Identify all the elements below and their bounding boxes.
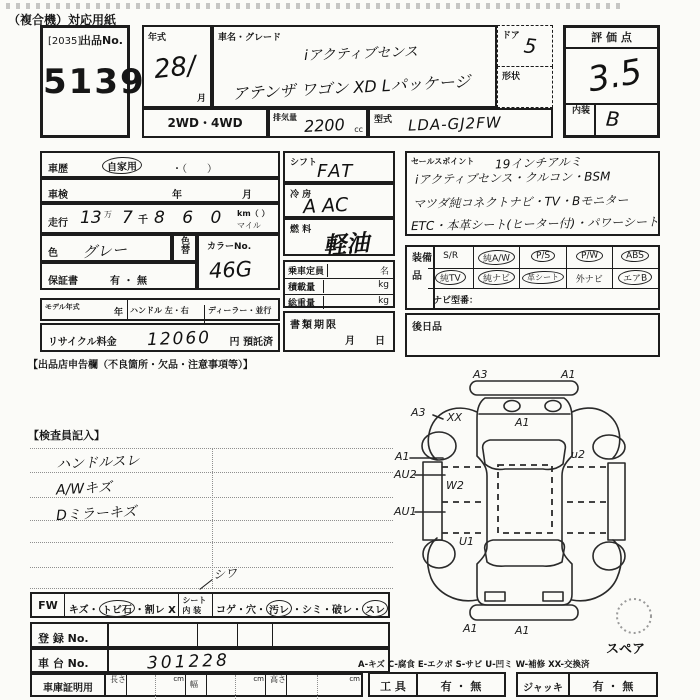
model-year-label: モデル年式: [45, 303, 80, 311]
equip-sr: S/R: [428, 247, 474, 268]
inspector-note-3: Dミラーキズ: [55, 503, 137, 525]
later-items-label: 後日品: [412, 322, 442, 333]
model-code-box: [368, 108, 553, 138]
ac-label: 冷 房: [290, 190, 312, 200]
svg-text:AU2: AU2: [394, 468, 417, 481]
damage-labels: [393, 368, 585, 637]
mileage-man: 13: [80, 208, 102, 228]
door-label: ドア: [502, 31, 520, 41]
fuel-box: [283, 218, 395, 260]
syaken-month: 月: [242, 190, 252, 201]
gross-label: 総重量: [288, 296, 324, 309]
jack-value: 有 ・ 無: [592, 680, 634, 693]
spare-tire-mark: [617, 599, 651, 633]
nav-model-row: ナビ型番：: [433, 296, 479, 306]
docs-label: 書類期限: [290, 320, 338, 331]
displacement-label: 排気量: [273, 113, 297, 122]
garage-width-label: 幅: [186, 675, 207, 695]
svg-text:W2: W2: [446, 479, 464, 492]
jack-box: [516, 672, 658, 697]
history-row: [40, 151, 280, 178]
door-value: 5: [522, 33, 538, 59]
ac-box: [283, 183, 395, 218]
garage-label: 車庫証明用: [32, 675, 106, 695]
shift-box: [283, 151, 395, 183]
model-year-unit: 年: [113, 308, 123, 318]
recycle-label: リサイクル料金: [48, 337, 117, 348]
svg-text:A3: A3: [411, 406, 426, 419]
later-items-box: [405, 313, 660, 357]
mileage-sen-unit: 千: [138, 215, 148, 226]
spare-label: スペア: [606, 642, 646, 657]
warranty-value: 有 ・ 無: [110, 276, 147, 287]
chassis-label: 車 台 No.: [38, 657, 89, 670]
tools-label: 工 具: [370, 674, 418, 695]
tools-box: [368, 672, 506, 697]
equip-ps: P/S: [520, 247, 566, 268]
equip-airbag: エアB: [613, 268, 658, 288]
equipment-side-label: 装備品: [407, 247, 435, 308]
mileage-man-unit: 万: [104, 210, 112, 219]
handle-cell: ハンドル 左・右: [130, 305, 205, 323]
history-suffix: ・（ ）: [172, 164, 217, 175]
exhibit-no-box: [40, 25, 146, 138]
capacity-label: 乗車定員: [288, 264, 328, 277]
gross-unit: kg: [378, 296, 389, 306]
color-no-label: カラーNo.: [207, 242, 252, 252]
mileage-row: [40, 203, 280, 234]
recycle-value: 12060: [146, 327, 212, 351]
svg-text:A1: A1: [515, 416, 530, 429]
year-box: [142, 25, 212, 108]
shift-label: シフト: [290, 158, 318, 168]
mileage-km: km（ ）: [237, 209, 270, 218]
shape-label: 形状: [502, 72, 521, 82]
inspector-note-1: ハンドルスレ: [55, 452, 141, 474]
mileage-mile: マイル: [237, 221, 261, 230]
ac-value: A AC: [302, 193, 349, 219]
score-header: 評 価 点: [566, 28, 657, 49]
equip-abs: ABS: [613, 247, 658, 268]
garage-row: [30, 673, 363, 697]
tools-value: 有 ・ 無: [440, 680, 482, 693]
exhibit-label: 出品No.: [80, 34, 123, 47]
cut-text-strip: [6, 3, 626, 9]
seat-interior-label: シート 内 装: [179, 594, 213, 616]
registration-row: [30, 622, 390, 648]
inspector-note-2: A/Wキズ: [55, 479, 113, 499]
interior-row: [566, 103, 657, 135]
fuel-value: 軽油: [322, 230, 371, 260]
fw-label: FW: [32, 594, 65, 616]
garage-width-cells: cm: [207, 675, 266, 695]
door-box: [497, 25, 553, 67]
fw-items: キズ・ トビ石 ・割レ X: [65, 594, 180, 616]
mileage-digits: 8 6 0: [154, 208, 228, 228]
interior-label: 内装: [566, 105, 596, 135]
svg-text:u2: u2: [571, 448, 585, 461]
damage-legend: A-キズ C-腐食 E-エクボ S-サビ U-凹ミ W-補修 XX-交換済: [358, 660, 590, 670]
svg-text:A3: A3: [473, 368, 488, 381]
garage-height-label: 高さ: [266, 675, 287, 695]
displacement-box: [268, 108, 368, 138]
year-value: 28/: [152, 50, 198, 86]
recycle-row: [40, 323, 280, 352]
score-box: [563, 25, 660, 138]
paper-note: （複合機）対応用紙: [8, 13, 117, 27]
color-label: 色: [48, 248, 58, 259]
interior-value: B: [605, 106, 621, 132]
chassis-value: 301228: [146, 650, 231, 674]
color-no-value: 46G: [208, 256, 253, 284]
model-year-row: [40, 298, 280, 321]
svg-text:AU1: AU1: [394, 505, 417, 518]
inspector-title: 【検査員記入】: [28, 429, 105, 442]
svg-text:XX: XX: [447, 411, 463, 424]
svg-text:A1: A1: [463, 622, 478, 635]
equip-pw: P/W: [567, 247, 613, 268]
drive-value: 2WD・4WD: [167, 116, 243, 130]
displacement-unit: cc: [354, 125, 363, 134]
equip-extnavi: 外ナビ: [567, 268, 613, 288]
year-unit: 月: [196, 94, 206, 104]
mileage-sen: 7: [122, 208, 133, 228]
sales-line1: 19インチアルミ: [494, 154, 583, 172]
docs-value: 月 日: [345, 336, 385, 347]
warranty-label: 保証書: [48, 276, 78, 287]
equipment-box: [405, 245, 660, 310]
equip-leather: 革シート: [520, 268, 566, 288]
equip-navi: 純ナビ: [474, 268, 520, 288]
warranty-row: [40, 262, 197, 290]
jack-label: ジャッキ: [518, 674, 570, 695]
docs-box: [283, 311, 395, 352]
history-label: 車歴: [48, 164, 68, 175]
equip-tv: 純TV: [428, 268, 474, 288]
color-no-cell: [197, 234, 280, 290]
model-code-value: LDA-GJ2FW: [407, 113, 502, 135]
sales-point-box: [405, 151, 660, 236]
svg-text:A1: A1: [515, 624, 530, 637]
recycle-unit: 円 預託済: [229, 337, 273, 348]
score-value: 3.5: [584, 51, 646, 101]
chassis-row: [30, 648, 390, 673]
year-label: 年式: [148, 33, 167, 43]
mileage-label: 走行: [48, 218, 68, 229]
car-name-label: 車名・グレード: [218, 33, 282, 43]
exhibit-number: 5139: [43, 62, 146, 102]
syaken-year: 年: [172, 190, 182, 201]
svg-text:A1: A1: [395, 450, 410, 463]
color-row: [40, 234, 172, 262]
garage-length-cells: cm: [127, 675, 186, 695]
sales-line2: iアクティブセンス・クルコン・BSM: [414, 169, 611, 187]
garage-height-cells: cm: [287, 675, 361, 695]
car-grade-line: iアクティブセンス: [303, 44, 419, 64]
svg-text:U1: U1: [459, 535, 475, 548]
dealer-cell: ディーラー・並行: [208, 306, 272, 315]
shift-value: FAT: [317, 161, 355, 182]
equip-alloy: 純A/W: [474, 247, 520, 268]
car-name-box: [212, 25, 497, 108]
car-name-line: アテンザ ワゴン XD Lパッケージ: [231, 71, 471, 104]
sales-point-label: セールスポイント: [411, 157, 475, 166]
capacity-unit: 名: [379, 267, 389, 277]
color-value: グレー: [81, 240, 128, 262]
shape-box: [497, 66, 553, 108]
exhibit-bracket: [2035]: [48, 36, 82, 47]
fw-condition-row: [30, 592, 390, 618]
syaken-row: [40, 178, 280, 203]
displacement-value: 2200: [303, 114, 346, 137]
load-unit: kg: [378, 280, 389, 290]
registration-label: 登 録 No.: [38, 632, 89, 645]
drive-box: [142, 108, 268, 138]
seat-items: コゲ・穴・ 汚レ ・シミ・破レ・ スレ: [213, 594, 388, 616]
load-label: 積載量: [288, 280, 324, 293]
car-damage-diagram: [393, 366, 689, 666]
fuel-label: 燃 料: [290, 225, 312, 235]
garage-length-label: 長さ: [106, 675, 127, 695]
sales-line4: ETC・本革シート(ヒーター付)・パワーシート: [410, 214, 660, 234]
svg-text:A1: A1: [561, 368, 576, 381]
history-value: 自家用: [102, 157, 142, 174]
weights-box: [283, 260, 395, 308]
sales-line3: マツダ純コネクトナビ・TV・Bモニター: [412, 193, 629, 211]
declare-note: 【出品店申告欄（不良箇所・欠品・注意事項等）】: [28, 360, 253, 371]
color-change-cell: 色替: [172, 234, 197, 262]
wrinkle-note: シワ: [212, 565, 238, 583]
syaken-label: 車検: [48, 190, 68, 201]
model-code-label: 型式: [374, 115, 393, 125]
